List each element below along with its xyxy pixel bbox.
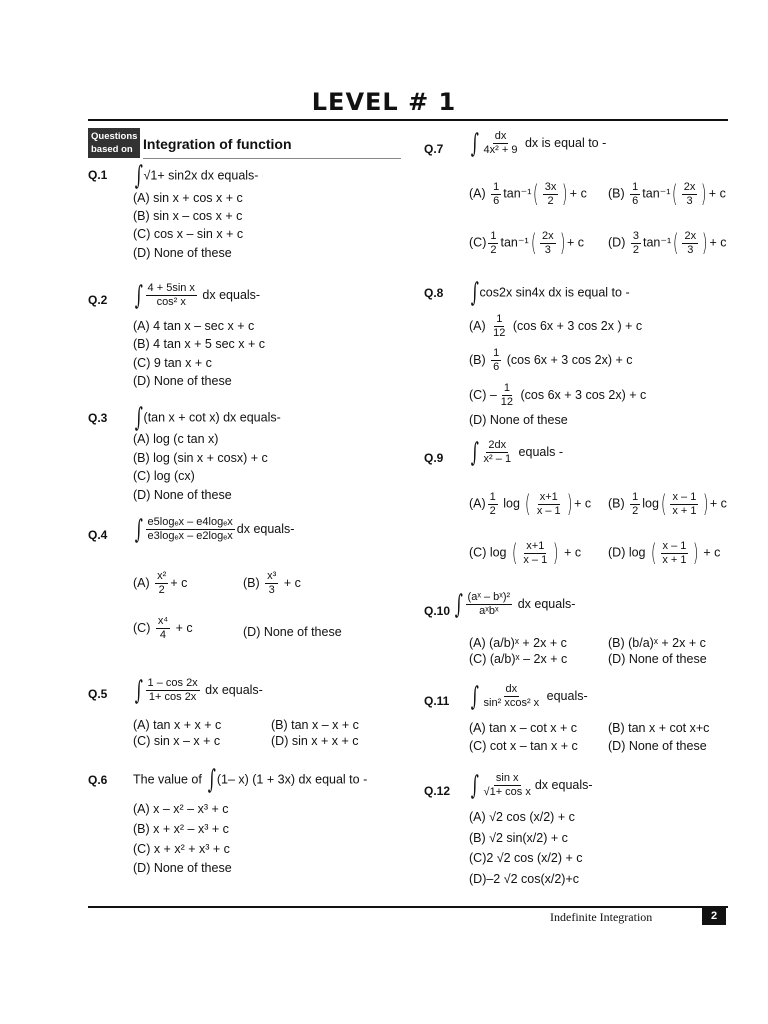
q9-a-func: log: [503, 496, 520, 511]
q9-a-arg: [535, 491, 563, 518]
page-title: LEVEL # 1: [311, 88, 457, 116]
q9-a-post: + c: [574, 496, 592, 511]
q7-c-coef: [488, 230, 498, 257]
q4-b-label: (B): [243, 575, 260, 590]
q7-d-post: + c: [709, 235, 727, 250]
q9-b-coef: [630, 491, 640, 518]
q11-denominator: sin² xcos² x: [483, 697, 540, 709]
q9-option-b: [608, 490, 727, 518]
q9-option-d: [608, 539, 720, 567]
q7-a-post: + c: [569, 186, 587, 201]
q11-numerator: dx: [505, 683, 518, 695]
q3-stem-text: (tan x + cot x) dx equals-: [143, 410, 281, 425]
integral-icon: ∫: [134, 403, 143, 433]
q8-a-den: 12: [493, 327, 506, 339]
right-paren-icon: ): [701, 229, 708, 257]
q7-option-d: [608, 229, 727, 257]
q8-option-a: [469, 313, 642, 340]
left-paren-icon: (: [672, 229, 679, 257]
q7-a-arg-num: 3x: [544, 180, 557, 193]
q3-option-a: (A) log (c tan x): [133, 432, 219, 446]
q8-a-label: (A): [469, 318, 486, 333]
q7-c-arg-den: 3: [544, 243, 551, 256]
q9-d-arg: [660, 540, 688, 567]
footer-rule: [88, 906, 728, 908]
q12-option-b: (B) √2 sin(x/2) + c: [469, 831, 568, 845]
q5-option-a: (A) tan x + x + c: [133, 718, 222, 732]
q11-option-d: (D) None of these: [608, 739, 707, 753]
q1-stem: [132, 161, 259, 191]
q4-option-d: (D) None of these: [243, 625, 342, 639]
q10-denominator: aˣbˣ: [479, 605, 499, 617]
q7-b-arg: [682, 181, 698, 208]
q7-numerator: dx: [494, 130, 507, 142]
q8-b-label: (B): [469, 352, 486, 367]
q11-stem: [468, 683, 588, 710]
section-rule: [143, 158, 401, 159]
q11-tail: equals-: [546, 688, 588, 703]
left-paren-icon: (: [650, 539, 657, 567]
q6-option-b: (B) x + x² – x³ + c: [133, 822, 229, 836]
q7-d-arg-num: 2x: [684, 229, 697, 242]
q10-tail: dx equals-: [517, 596, 576, 611]
q7-d-coef: [631, 230, 641, 257]
q10-stem: [452, 591, 575, 618]
q4-a-post: + c: [170, 575, 188, 590]
q4-fraction: [146, 516, 235, 543]
q9-d-arg-den: x + 1: [662, 553, 687, 566]
q9-tail: equals -: [518, 444, 564, 459]
q10-option-b: (B) (b/a)ˣ + 2x + c: [608, 636, 706, 650]
q12-denominator: √1+ cos x: [483, 786, 531, 798]
q4-option-b: [243, 570, 301, 597]
q7-c-coef-num: 1: [490, 229, 497, 242]
q2-option-b: (B) 4 tan x + 5 sec x + c: [133, 337, 266, 351]
q9-number: Q.9: [424, 451, 444, 465]
q4-stem: [132, 516, 294, 543]
q4-numerator: e5logₑx – e4logₑx: [147, 516, 233, 528]
q7-c-arg-num: 2x: [542, 229, 554, 242]
q8-c-den: 12: [500, 396, 514, 408]
q9-b-arg: [670, 491, 698, 518]
q9-b-arg-num: x – 1: [672, 490, 697, 503]
q6-stem-pre: The value of: [133, 772, 202, 787]
integral-icon: ∫: [470, 770, 479, 801]
q10-fraction: [466, 591, 513, 618]
left-paren-icon: (: [511, 539, 518, 567]
q7-number: Q.7: [424, 142, 444, 156]
footer-subject: Indefinite Integration: [550, 910, 653, 924]
q3-stem: [132, 403, 281, 433]
q8-stem-text: cos2x sin4x dx is equal to -: [479, 285, 630, 300]
q12-tail: dx equals-: [534, 777, 593, 792]
q9-b-func: log: [642, 496, 659, 511]
left-paren-icon: (: [533, 180, 539, 208]
q9-fraction: [482, 439, 514, 466]
q5-option-c: (C) sin x – x + c: [133, 734, 221, 748]
q1-number: Q.1: [88, 168, 108, 182]
q4-option-c: [133, 615, 193, 642]
integral-icon: ∫: [134, 161, 143, 191]
q9-numerator: 2dx: [488, 439, 507, 451]
q7-b-arg-num: 2x: [683, 180, 696, 193]
q4-b-post: + c: [283, 575, 301, 590]
q9-c-arg-den: x – 1: [523, 553, 548, 566]
page-number: 2: [702, 907, 726, 925]
q7-stem: [468, 130, 606, 157]
q2-stem: [132, 282, 260, 309]
right-paren-icon: ): [702, 490, 708, 518]
q8-b-num: 1: [493, 347, 500, 359]
q9-a-arg-num: x+1: [539, 490, 558, 503]
q7-b-coef-den: 6: [632, 194, 639, 207]
q5-tail: dx equals-: [205, 682, 263, 697]
q12-option-c: (C)2 √2 cos (x/2) + c: [469, 851, 583, 865]
q4-number: Q.4: [88, 528, 108, 542]
q7-d-arg-den: 3: [687, 243, 694, 256]
integral-icon: ∫: [454, 589, 463, 620]
q6-option-a: (A) x – x² – x³ + c: [133, 802, 229, 816]
q7-d-coef-num: 3: [632, 229, 639, 242]
q7-a-func: tan⁻¹: [503, 186, 532, 201]
q7-denominator: 4x² + 9: [483, 144, 518, 156]
q4-c-num: x⁴: [157, 615, 169, 627]
q8-option-d: (D) None of these: [469, 413, 568, 427]
q12-option-a: (A) √2 cos (x/2) + c: [469, 810, 575, 824]
q2-number: Q.2: [88, 293, 108, 307]
q9-a-coef: [488, 491, 498, 518]
q4-option-a: [133, 570, 187, 597]
q10-option-c: (C) (a/b)ˣ – 2x + c: [469, 652, 568, 666]
q9-b-post: + c: [709, 496, 727, 511]
integral-icon: ∫: [470, 681, 479, 712]
q5-denominator: 1+ cos 2x: [148, 691, 197, 703]
q4-b-fraction: [265, 570, 278, 597]
left-paren-icon: (: [660, 490, 667, 518]
q8-b-den: 6: [493, 361, 500, 373]
q1-option-d: (D) None of these: [133, 246, 232, 260]
section-heading: Integration of function: [143, 136, 292, 152]
q4-c-den: 4: [159, 629, 167, 641]
q7-b-label: (B): [608, 186, 625, 201]
q9-a-coef-den: 2: [489, 504, 496, 517]
q8-a-post: (cos 6x + 3 cos 2x ) + c: [512, 318, 643, 333]
q4-a-label: (A): [133, 575, 150, 590]
q1-option-c: (C) cos x – sin x + c: [133, 227, 244, 241]
q9-b-coef-den: 2: [632, 504, 639, 517]
q9-option-a: [469, 490, 591, 518]
q6-number: Q.6: [88, 773, 108, 787]
q8-number: Q.8: [424, 286, 444, 300]
q8-a-num: 1: [496, 313, 503, 325]
q9-a-arg-den: x – 1: [536, 504, 561, 517]
q8-c-num: 1: [503, 382, 510, 394]
q12-option-d: (D)–2 √2 cos(x/2)+c: [469, 872, 580, 886]
q7-a-arg: [543, 181, 559, 208]
q10-number: Q.10: [424, 604, 451, 618]
q9-d-arg-num: x – 1: [662, 539, 687, 552]
q7-option-a: [469, 180, 587, 208]
q4-c-fraction: [156, 615, 170, 642]
left-paren-icon: (: [672, 180, 678, 208]
q8-b-post: (cos 6x + 3 cos 2x) + c: [506, 352, 633, 367]
q9-a-label: (A): [469, 496, 486, 511]
q2-option-a: (A) 4 tan x – sec x + c: [133, 319, 255, 333]
q7-d-arg: [682, 230, 698, 257]
q2-option-d: (D) None of these: [133, 374, 232, 388]
q12-fraction: [482, 772, 533, 799]
q1-option-a: (A) sin x + cos x + c: [133, 191, 243, 205]
q9-denominator: x² – 1: [483, 453, 512, 465]
q7-d-label: (D): [608, 235, 626, 250]
q9-c-arg-num: x+1: [526, 539, 545, 552]
q7-b-arg-den: 3: [686, 194, 693, 207]
q7-d-coef-den: 2: [632, 243, 639, 256]
q1-option-b: (B) sin x – cos x + c: [133, 209, 243, 223]
q9-stem: [468, 439, 563, 466]
q7-option-b: [608, 180, 726, 208]
q7-c-coef-den: 2: [490, 243, 497, 256]
q8-option-c: [469, 382, 646, 409]
integral-icon: ∫: [207, 765, 217, 795]
q9-a-coef-num: 1: [489, 490, 496, 503]
q7-c-arg: [540, 230, 556, 257]
integral-icon: ∫: [470, 128, 479, 159]
q8-c-post: (cos 6x + 3 cos 2x) + c: [520, 387, 647, 402]
q4-a-num: x²: [157, 570, 167, 582]
q2-numerator: 4 + 5sin x: [147, 282, 195, 294]
q4-c-label: (C): [133, 620, 151, 635]
q7-c-func: tan⁻¹: [500, 235, 529, 250]
q5-number: Q.5: [88, 687, 108, 701]
q6-option-c: (C) x + x² + x³ + c: [133, 842, 230, 856]
q4-a-fraction: [155, 570, 168, 597]
q5-numerator: 1 – cos 2x: [147, 677, 198, 689]
integral-icon: ∫: [134, 675, 143, 706]
right-paren-icon: ): [701, 180, 707, 208]
q4-c-post: + c: [175, 620, 193, 635]
q2-denominator: cos² x: [156, 296, 186, 308]
integral-icon: ∫: [470, 437, 479, 468]
q10-numerator: (aˣ – bˣ)²: [467, 591, 511, 603]
q4-b-den: 3: [268, 584, 275, 596]
integral-icon: ∫: [134, 280, 143, 311]
q10-option-a: (A) (a/b)ˣ + 2x + c: [469, 636, 567, 650]
q11-option-c: (C) cot x – tan x + c: [469, 739, 578, 753]
q12-number: Q.12: [424, 784, 451, 798]
right-paren-icon: ): [566, 490, 573, 518]
q8-c-fraction: [499, 382, 515, 409]
q6-stem-text: (1– x) (1 + 3x) dx equal to -: [216, 772, 368, 787]
q7-b-coef-num: 1: [632, 180, 639, 193]
q4-a-den: 2: [158, 584, 165, 596]
q4-tail: dx equals-: [236, 521, 295, 536]
q10-option-d: (D) None of these: [608, 652, 707, 666]
q3-number: Q.3: [88, 411, 108, 425]
q7-a-arg-den: 2: [547, 194, 554, 207]
q6-stem: [133, 765, 368, 795]
q9-b-arg-den: x + 1: [672, 504, 697, 517]
q12-numerator: sin x: [495, 772, 519, 784]
q4-denominator: e3logₑx – e2logₑx: [147, 530, 233, 542]
q3-option-d: (D) None of these: [133, 488, 232, 502]
title-rule: [88, 119, 728, 121]
q8-a-fraction: [491, 313, 507, 340]
q7-option-c: [469, 229, 584, 257]
q9-c-arg: [521, 540, 549, 567]
q7-a-coef-den: 6: [493, 194, 500, 207]
q5-stem: [132, 677, 263, 704]
right-paren-icon: ): [553, 539, 559, 567]
left-paren-icon: (: [530, 229, 537, 257]
q7-c-label: (C): [469, 235, 487, 250]
integral-icon: ∫: [134, 514, 143, 545]
q7-c-post: + c: [567, 235, 585, 250]
q7-fraction: [482, 130, 520, 157]
q11-fraction: [482, 683, 542, 710]
q9-b-coef-num: 1: [632, 490, 639, 503]
q5-fraction: [146, 677, 200, 704]
q9-c-label: (C) log: [469, 545, 507, 560]
q2-fraction: [146, 282, 197, 309]
q9-c-post: + c: [564, 545, 582, 560]
q7-tail: dx is equal to -: [524, 135, 607, 150]
integral-icon: ∫: [470, 278, 479, 308]
q7-b-post: + c: [708, 186, 726, 201]
q7-d-func: tan⁻¹: [642, 235, 672, 250]
q7-a-label: (A): [469, 186, 486, 201]
q2-option-c: (C) 9 tan x + c: [133, 356, 212, 370]
right-paren-icon: ): [692, 539, 699, 567]
right-paren-icon: ): [562, 180, 568, 208]
q7-b-coef: [630, 181, 640, 208]
q7-a-coef: [491, 181, 501, 208]
q7-a-coef-num: 1: [493, 180, 500, 193]
q9-d-post: + c: [703, 545, 721, 560]
q11-number: Q.11: [424, 694, 450, 708]
left-paren-icon: (: [525, 490, 531, 518]
q6-option-d: (D) None of these: [133, 861, 232, 875]
q8-c-label: (C) –: [469, 387, 497, 402]
q1-stem-text: √1+ sin2x dx equals-: [143, 168, 259, 183]
q11-option-a: (A) tan x – cot x + c: [469, 721, 578, 735]
q9-option-c: [469, 539, 581, 567]
q3-option-b: (B) log (sin x + cosx) + c: [133, 451, 268, 465]
q5-option-b: (B) tan x – x + c: [271, 718, 359, 732]
q4-b-num: x³: [267, 570, 277, 582]
q9-b-label: (B): [608, 496, 625, 511]
q3-option-c: (C) log (cx): [133, 469, 195, 483]
section-badge: Questions based on: [88, 128, 140, 158]
q5-option-d: (D) sin x + x + c: [271, 734, 359, 748]
q9-d-label: (D) log: [608, 545, 646, 560]
q8-stem: [468, 278, 630, 308]
q8-option-b: [469, 347, 633, 374]
q7-b-func: tan⁻¹: [642, 186, 671, 201]
q2-tail: dx equals-: [202, 287, 261, 302]
q12-stem: [468, 772, 593, 799]
q8-b-fraction: [491, 347, 501, 374]
q11-option-b: (B) tan x + cot x+c: [608, 721, 710, 735]
right-paren-icon: ): [559, 229, 566, 257]
